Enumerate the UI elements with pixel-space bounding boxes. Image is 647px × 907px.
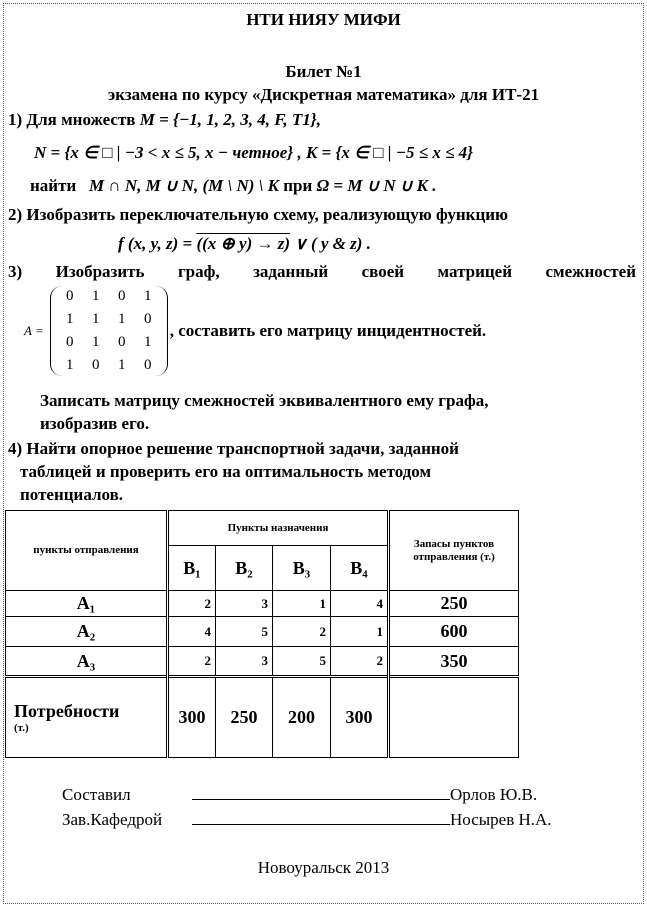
- adjacency-matrix: [24, 286, 486, 376]
- supply-cell: 350: [389, 647, 519, 677]
- demand-unit: (т.): [14, 721, 29, 734]
- cost-cell: 3: [216, 591, 273, 617]
- cost-cell: 1: [273, 591, 331, 617]
- matrix-cell: 0: [143, 311, 152, 327]
- cost-cell: 2: [168, 647, 216, 677]
- matrix-cell: 1: [143, 288, 152, 304]
- matrix-cell: 0: [117, 288, 126, 304]
- dest-header-cell: B₂: [216, 546, 273, 591]
- matrix-grid: [50, 286, 168, 376]
- head-of-department: Зав.Кафедрой Носырев Н.А.: [62, 810, 552, 829]
- demand-cell: 200: [273, 677, 331, 758]
- task2-formula: f (x, y, z) = ((x ⊕ y) → z) ∨ ( y & z) .: [118, 234, 371, 253]
- matrix-cell: 1: [65, 357, 74, 373]
- dest-header-cell: B₃: [273, 546, 331, 591]
- signature-line: [192, 811, 450, 825]
- task3-after-matrix: , составить его матрицу инцидентностей.: [169, 321, 487, 340]
- supply-cell: 250: [389, 591, 519, 617]
- task4-line3: потенциалов.: [20, 485, 124, 504]
- cost-cell: 1: [331, 617, 389, 647]
- cost-cell: 5: [273, 647, 331, 677]
- demand-label: Потребности: [14, 700, 120, 721]
- table-row: [6, 617, 519, 647]
- demand-label-cell: [6, 677, 168, 758]
- cost-cell: 5: [216, 617, 273, 647]
- task2-text: 2) Изобразить переключательную схему, реализующую функцию: [8, 205, 509, 224]
- cost-cell: 2: [331, 647, 389, 677]
- dest-header-cell: B₄: [331, 546, 389, 591]
- matrix-cell: 0: [117, 334, 126, 350]
- matrix-cell: 0: [65, 334, 74, 350]
- demand-cell: 300: [168, 677, 216, 758]
- cost-cell: 2: [273, 617, 331, 647]
- task1-find: найти M ∩ N, M ∪ N, (M \ N) \ K при Ω = M ∪ N ∪ K .: [30, 176, 437, 195]
- task3-line2: Записать матрицу смежностей эквивалентного ему графа,: [40, 391, 489, 410]
- dest-header-cell: B₁: [168, 546, 216, 591]
- matrix-cell: 1: [91, 311, 100, 327]
- matrix-cell: 1: [91, 288, 100, 304]
- matrix-cell: 0: [65, 288, 74, 304]
- table-row: [6, 591, 519, 617]
- origin-cell: A₁: [6, 591, 168, 617]
- ticket-title: Билет №1: [285, 62, 362, 81]
- task1-line1: 1) Для множеств M = {−1, 1, 2, 3, 4, F, T1},: [8, 110, 321, 129]
- cost-cell: 4: [168, 617, 216, 647]
- supply-cell: 600: [389, 617, 519, 647]
- origin-header: пункты отправления: [6, 511, 168, 591]
- table-row: [6, 647, 519, 677]
- cost-cell: 2: [168, 591, 216, 617]
- matrix-cell: 1: [117, 357, 126, 373]
- demand-cell: 250: [216, 677, 273, 758]
- matrix-cell: 0: [143, 357, 152, 373]
- matrix-cell: 1: [143, 334, 152, 350]
- city-year: Новоуральск 2013: [257, 858, 390, 877]
- task3-text: 3) Изобразить граф, заданный своей матрицей смежностей: [8, 262, 636, 281]
- matrix-cell: 0: [91, 357, 100, 373]
- matrix-label: A =: [24, 323, 44, 338]
- task4-line2: таблицей и проверить его на оптимальность методом: [20, 462, 432, 481]
- dest-header: Пункты назначения: [168, 511, 389, 546]
- origin-cell: A₃: [6, 647, 168, 677]
- institute-title: НТИ НИЯУ МИФИ: [246, 10, 401, 29]
- task4-line1: 4) Найти опорное решение транспортной задачи, заданной: [8, 439, 459, 458]
- matrix-cell: 1: [65, 311, 74, 327]
- cost-cell: 4: [331, 591, 389, 617]
- origin-cell: A₂: [6, 617, 168, 647]
- signature-line: [192, 786, 450, 800]
- transport-table: [5, 510, 519, 758]
- task1-sets: N = {x ∈ □ | −3 < x ≤ 5, x − четное} , K = {x ∈ □ | −5 ≤ x ≤ 4}: [34, 143, 474, 162]
- exam-subtitle: экзамена по курсу «Дискретная математика» для ИТ-21: [107, 85, 540, 104]
- matrix-cell: 1: [91, 334, 100, 350]
- matrix-cell: 1: [117, 311, 126, 327]
- compiled-by: Составил Орлов Ю.В.: [62, 785, 538, 804]
- supply-header: Запасы пунктов отправления (т.): [389, 511, 519, 591]
- cost-cell: 3: [216, 647, 273, 677]
- empty-cell: [389, 677, 519, 758]
- demand-cell: 300: [331, 677, 389, 758]
- task3-line3: изобразив его.: [40, 414, 150, 433]
